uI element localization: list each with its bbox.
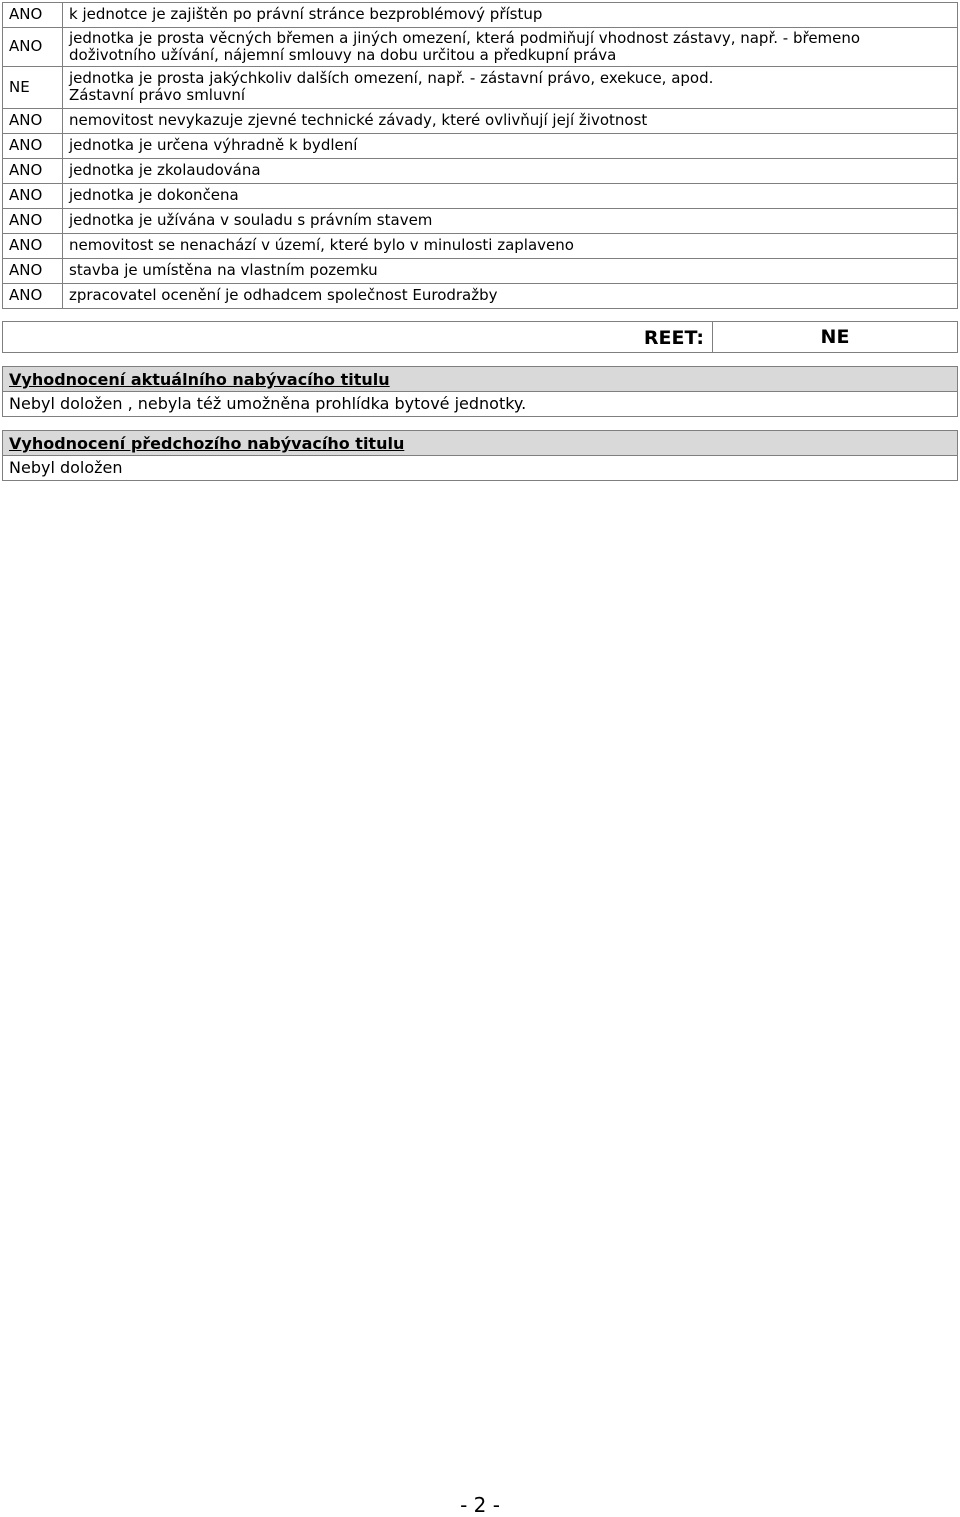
reet-label: REET: (643, 327, 704, 349)
answer-cell: ANO (3, 3, 63, 28)
checklist-row (3, 67, 958, 109)
criterion-text: nemovitost se nenachází v území, které bylo v minulosti zaplaveno (63, 234, 958, 259)
current-title-heading: Vyhodnocení aktuálního nabývacího titulu (3, 367, 957, 392)
checklist-row (3, 3, 958, 28)
criterion-text: zpracovatel ocenění je odhadcem společnost Eurodražby (63, 284, 958, 309)
criterion-text: stavba je umístěna na vlastním pozemku (63, 259, 958, 284)
answer-cell: ANO (3, 259, 63, 284)
checklist-row (3, 259, 958, 284)
previous-title-heading: Vyhodnocení předchozího nabývacího titulu (3, 431, 957, 456)
answer-cell: ANO (3, 184, 63, 209)
criterion-note: Zástavní právo smluvní (69, 86, 246, 104)
criterion-text (63, 67, 958, 109)
criterion-text: jednotka je prosta věcných břemen a jiných omezení, která podmiňují vhodnost zástavy, např. - břemeno doživotního užívání, nájemní smlouvy na dobu určitou a předkupní práva (63, 28, 958, 67)
answer-cell: ANO (3, 28, 63, 67)
criteria-checklist (2, 2, 958, 309)
answer-cell: ANO (3, 234, 63, 259)
checklist-row (3, 134, 958, 159)
checklist-row (3, 209, 958, 234)
checklist-row (3, 109, 958, 134)
checklist-row (3, 184, 958, 209)
reet-label-cell (3, 322, 713, 352)
previous-title-section (2, 430, 958, 481)
criterion-text: k jednotce je zajištěn po právní stránce bezproblémový přístup (63, 3, 958, 28)
criterion-text: jednotka je užívána v souladu s právním stavem (63, 209, 958, 234)
criterion-main-text: jednotka je prosta jakýchkoliv dalších omezení, např. - zástavní právo, exekuce, apod. (69, 69, 714, 87)
current-title-section (2, 366, 958, 417)
criterion-text: jednotka je dokončena (63, 184, 958, 209)
checklist-row (3, 284, 958, 309)
criterion-text: jednotka je určena výhradně k bydlení (63, 134, 958, 159)
checklist-row (3, 28, 958, 67)
criterion-text: nemovitost nevykazuje zjevné technické závady, které ovlivňují její životnost (63, 109, 958, 134)
answer-cell: NE (3, 67, 63, 109)
criterion-text: jednotka je zkolaudována (63, 159, 958, 184)
answer-cell: ANO (3, 134, 63, 159)
answer-cell: ANO (3, 109, 63, 134)
checklist-row (3, 234, 958, 259)
checklist-row (3, 159, 958, 184)
answer-cell: ANO (3, 159, 63, 184)
current-title-body: Nebyl doložen , nebyla též umožněna prohlídka bytové jednotky. (9, 394, 527, 413)
answer-cell: ANO (3, 209, 63, 234)
answer-cell: ANO (3, 284, 63, 309)
previous-title-body: Nebyl doložen (9, 458, 123, 477)
reet-result-box (2, 321, 958, 353)
page-number: - 2 - (460, 1493, 500, 1517)
reet-value: NE (820, 326, 850, 348)
